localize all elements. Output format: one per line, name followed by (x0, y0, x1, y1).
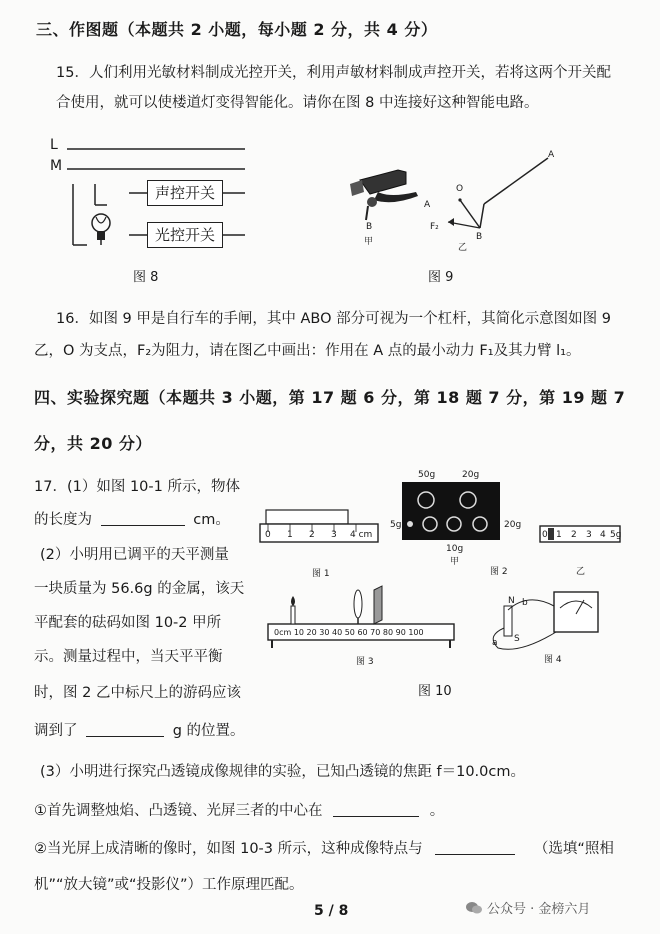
q15-line2: 合使用，就可以使楼道灯变得智能化。请你在图 8 中连接好这种智能电路。 (56, 95, 539, 111)
q17-p1b-unit: cm。 (193, 512, 230, 528)
q17-s2 (34, 840, 614, 858)
q17-p2f-text: 调到了 (34, 723, 78, 739)
q15-line1: 15．人们利用光敏材料制成光控开关，利用声敏材料制成声控开关，若将这两个开关配 (56, 65, 611, 81)
point-a: a (492, 638, 498, 648)
q17-s2-option: （选填“照相 (533, 841, 614, 857)
figure-9 (330, 140, 570, 260)
ruler1-tick-2: 2 (309, 530, 315, 540)
sound-switch: 声控开关 (147, 180, 223, 206)
figure-10 (258, 466, 638, 706)
section4-heading-line1: 四、实验探究题（本题共 3 小题，第 17 题 6 分，第 18 题 7 分，第 19 题 7 (34, 388, 626, 407)
ruler2-tick-1: 1 (556, 530, 562, 540)
q17-s2-text: ②当光屏上成清晰的像时，如图 10-3 所示，这种成像特点与 (34, 841, 423, 857)
q17-p2f (34, 722, 245, 740)
weight-20g-top: 20g (462, 470, 480, 480)
watermark-text: 公众号 · 金榜六月 (487, 902, 591, 917)
section4-heading-line2: 分，共 20 分） (34, 434, 152, 453)
figure-10-3-label: 图 3 (356, 657, 374, 667)
q17-p2f-unit: g 的位置。 (172, 723, 245, 739)
q16-line2: 乙，O 为支点，F₂为阻力，请在图乙中画出：作用在 A 点的最小动力 F₁及其力臂 l₁。 (34, 343, 581, 359)
q17-s1-end: 。 (429, 803, 445, 819)
point-B: B (476, 232, 483, 242)
q17-s1-text: ①首先调整烛焰、凸透镜、光屏三者的中心在 (34, 803, 323, 819)
q17-p2c: 平配套的砝码如图 10-2 甲所 (34, 615, 222, 631)
figure-10-4-label: 图 4 (544, 655, 562, 665)
ruler1-tick-3: 3 (331, 530, 337, 540)
label-jia-10: 甲 (450, 557, 460, 567)
ruler2-tick-0: 0 (542, 530, 548, 540)
answer-blank-height[interactable] (333, 802, 419, 817)
section3-heading: 三、作图题（本题共 2 小题，每小题 2 分，共 4 分） (36, 20, 438, 39)
q17-p2e: 时，图 2 乙中标尺上的游码应该 (34, 685, 241, 701)
label-jia: 甲 (364, 237, 374, 247)
ruler2-tick-3: 3 (586, 530, 592, 540)
q16-line1: 16．如图 9 甲是自行车的手闸，其中 ABO 部分可视为一个杠杆，其简化示意图如图 9 (56, 311, 611, 327)
weight-5g: 5g (390, 520, 402, 530)
wechat-icon (466, 901, 482, 915)
label-yi-10: 乙 (576, 567, 586, 577)
q17-s1 (34, 802, 444, 820)
q17-p2a: (2）小明用已调平的天平测量 (40, 547, 229, 563)
point-b: b (522, 598, 528, 608)
q17-s2-line2: 机”“放大镜”或“投影仪”）工作原理匹配。 (34, 877, 304, 893)
label-yi: 乙 (458, 243, 468, 253)
line-L-label: L (50, 137, 58, 153)
weight-20g-right: 20g (504, 520, 522, 530)
q17-p1b-text: 的长度为 (34, 512, 92, 528)
figure-10-2-label: 图 2 (490, 567, 508, 577)
weight-10g: 10g (446, 544, 464, 554)
point-B-handle: B (366, 222, 373, 232)
figure-9-caption: 图 9 (428, 270, 454, 285)
ruler1-tick-4: 4 cm (350, 530, 373, 540)
page-number: 5 / 8 (314, 903, 349, 919)
watermark (466, 898, 590, 917)
point-A-handle: A (424, 200, 431, 210)
figure-8 (45, 133, 245, 273)
q17-p1a: 17．(1）如图 10-1 所示，物体 (34, 479, 240, 495)
pole-S: S (514, 634, 520, 644)
ruler2-tick-2: 2 (571, 530, 577, 540)
answer-blank-image[interactable] (435, 840, 515, 855)
weight-50g: 50g (418, 470, 436, 480)
force-F2: F₂ (430, 222, 439, 232)
answer-blank-length[interactable] (101, 511, 185, 526)
answer-blank-mass[interactable] (86, 722, 164, 737)
ruler1-tick-0: 0 (265, 530, 271, 540)
point-O: O (456, 184, 464, 194)
q17-p1b (34, 511, 230, 529)
ruler2-tick-5: 5g (610, 530, 622, 540)
q17-p3: (3）小明进行探究凸透镜成像规律的实验，已知凸透镜的焦距 f＝10.0cm。 (40, 764, 525, 780)
light-switch: 光控开关 (147, 222, 223, 248)
figure-10-caption: 图 10 (418, 684, 452, 699)
figure-10-1-label: 图 1 (312, 569, 330, 579)
q17-p2b: 一块质量为 56.6g 的金属，该天 (34, 581, 245, 597)
q17-p2d: 示。测量过程中，当天平平衡 (34, 649, 223, 665)
ruler1-tick-1: 1 (287, 530, 293, 540)
figure-8-caption: 图 8 (133, 270, 159, 285)
bench-scale: 0cm 10 20 30 40 50 60 70 80 90 100 (274, 628, 424, 637)
point-A-lever: A (548, 150, 555, 160)
pole-N: N (508, 596, 515, 606)
ruler2-tick-4: 4 (600, 530, 606, 540)
line-M-label: M (50, 158, 63, 174)
figure-10-drawing (258, 466, 638, 706)
